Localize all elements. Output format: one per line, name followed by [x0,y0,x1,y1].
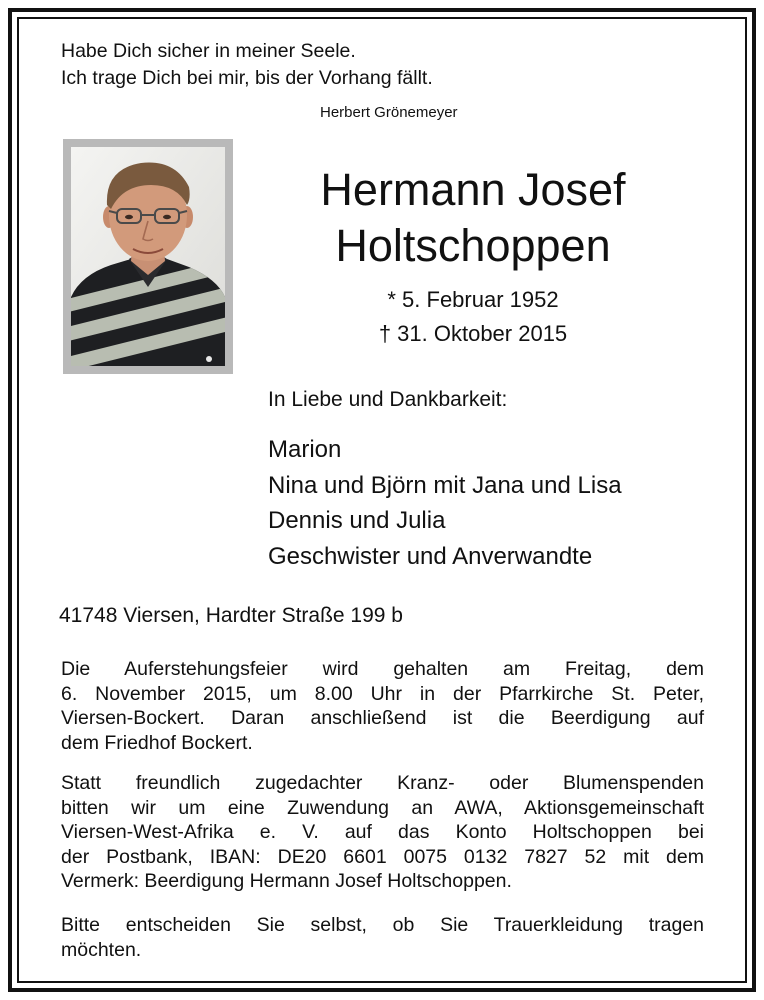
deceased-last-name: Holtschoppen [335,220,611,271]
deceased-first-names: Hermann Josef [320,164,626,215]
funeral-service-paragraph [61,657,704,755]
paragraph-line: Die Auferstehungsfeier wird gehalten am Freitag, dem [61,658,704,680]
quote-line: Ich trage Dich bei mir, bis der Vorhang fällt. [61,67,433,89]
donation-paragraph [61,771,704,894]
family-address: 41748 Viersen, Hardter Straße 199 b [59,604,403,627]
paragraph-line: Viersen-Bockert. Daran anschließend ist die Beerdigung auf [61,707,704,729]
paragraph-line: möchten. [61,938,142,961]
mourner-name: Marion [268,436,342,463]
paragraph-line: Bitte entscheiden Sie selbst, ob Sie Trauerkleidung tragen [61,914,704,936]
birth-date: * 5. Februar 1952 [387,287,559,312]
mourner-name: Nina und Björn mit Jana und Lisa [268,471,622,499]
paragraph-line: der Postbank, IBAN: DE20 6601 0075 0132 7827 52 mit dem [61,845,704,868]
paragraph-line: bitten wir um eine Zuwendung an AWA, Aktionsgemeinschaft [61,796,704,819]
quote-line: Habe Dich sicher in meiner Seele. [61,40,356,62]
mourners-intro: In Liebe und Dankbarkeit: [268,388,508,411]
paragraph-line: Statt freundlich zugedachter Kranz- oder Blumenspenden [61,772,704,794]
mourner-name: Dennis und Julia [268,507,446,534]
life-dates [250,283,696,351]
mourner-name: Geschwister und Anverwandte [268,542,593,570]
mourning-attire-paragraph [61,913,704,962]
deceased-name [250,162,696,274]
quote-author: Herbert Grönemeyer [320,104,458,121]
paragraph-line: Viersen-West-Afrika e. V. auf das Konto Holtschoppen bei [61,821,704,843]
death-date: † 31. Oktober 2015 [378,321,568,346]
paragraph-line: 6. November 2015, um 8.00 Uhr in der Pfarrkirche St. Peter, [61,682,704,705]
portrait-photo [63,139,233,374]
poem-quote [61,38,433,92]
paragraph-line: Vermerk: Beerdigung Hermann Josef Holtschoppen. [61,870,512,892]
portrait-image [71,147,225,366]
paragraph-line: dem Friedhof Bockert. [61,731,253,754]
mourners-list [268,432,622,574]
